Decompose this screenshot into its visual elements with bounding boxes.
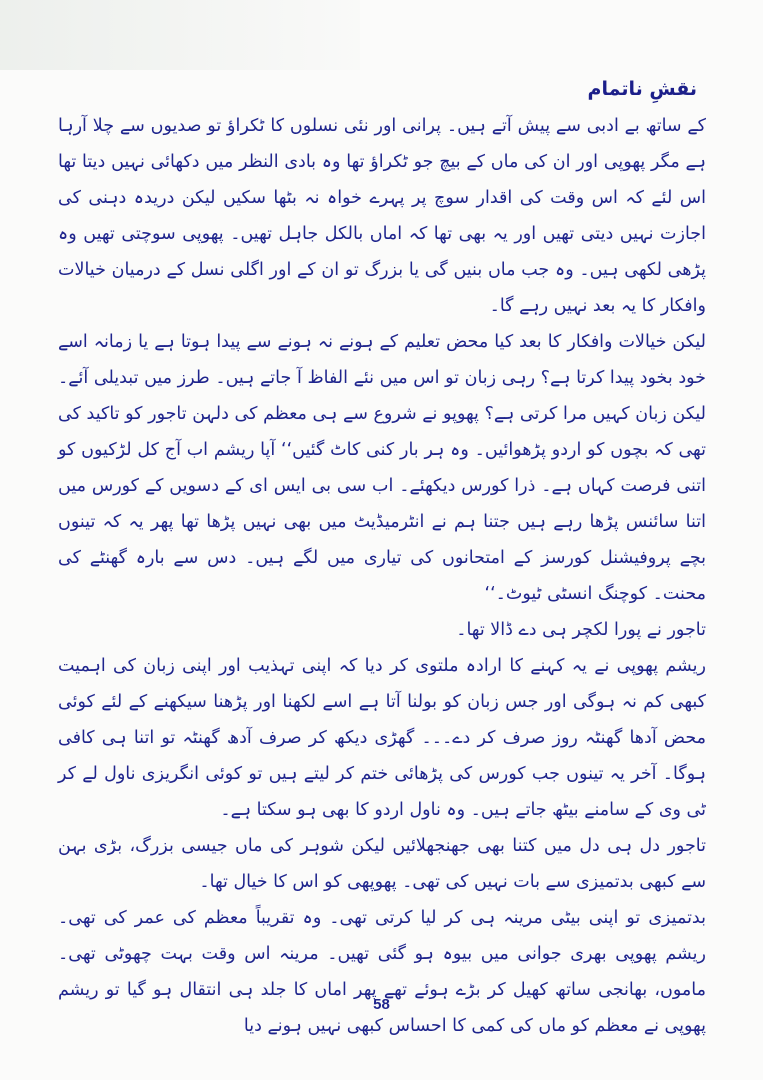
paragraph-4: ریشم پھوپی نے یہ کہنے کا ارادہ ملتوی کر دیا کہ اپنی تہذیب اور اپنی زبان کی اہمیت کبھی کم نہ ہوگی اور جس زبان کو بولنا آتا ہے اسے لکھنا اور پڑھنا سیکھنے کے لئے کوئی محض آدھا گھنٹہ روز صرف کر دے۔۔۔ گھڑی دیکھ کر صرف آدھ گھنٹہ تو اتنا ہی کافی ہوگا۔ آخر یہ تینوں جب کورس کی پڑھائی ختم کر لیتے ہیں تو کوئی انگریزی ناول لے کر ٹی وی کے سامنے بیٹھ جاتے ہیں۔ وہ ناول اردو کا بھی ہو سکتا ہے۔ (58, 656, 706, 820)
paragraph-5: تاجور دل ہی دل میں کتنا بھی جھنجھلائیں لیکن شوہر کی ماں جیسی بزرگ، بڑی بہن سے کبھی بدتمیزی سے بات نہیں کی تھی۔ پھوپھی کو اس کا خیال تھا۔ (58, 836, 706, 892)
running-header-title: نقشِ ناتمام (587, 78, 697, 100)
paragraph-6: بدتمیزی تو اپنی بیٹی مرینہ ہی کر لیا کرتی تھی۔ وہ تقریباً معظم کی عمر کی تھی۔ ریشم پھوپی بھری جوانی میں بیوہ ہو گئی تھیں۔ مرینہ اس وقت بہت چھوٹی تھی۔ ماموں، بھانجی ساتھ کھیل کر بڑے ہوئے تھے پھر اماں کا جلد ہی انتقال ہو گیا تو ریشم پھوپی نے معظم کو ماں کی کمی کا احساس کبھی نہیں ہونے دیا (58, 908, 706, 1036)
paragraph-3: تاجور نے پورا لکچر ہی دے ڈالا تھا۔ (456, 620, 706, 640)
page-number: 58 (373, 996, 390, 1013)
scan-smudge (0, 0, 360, 70)
paragraph-2: لیکن خیالات وافکار کا بعد کیا محض تعلیم کے ہونے نہ ہونے سے پیدا ہوتا ہے یا زمانہ اسے خود بخود پیدا کرتا ہے؟ رہی زبان تو اس میں نئے الفاظ آ جاتے ہیں۔ طرز میں تبدیلی آئے۔ لیکن زبان کہیں مرا کرتی ہے؟ پھوپو نے شروع سے ہی معظم کی دلہن تاجور کو تاکید کی تھی کہ بچوں کو اردو پڑھوائیں۔ وہ ہر بار کنی کاٹ گئیں‘‘ آپا ریشم اب آج کل لڑکیوں کو اتنی فرصت کہاں ہے۔ ذرا کورس دیکھئے۔ اب سی بی ایس ای کے دسویں کے کورس میں اتنا سائنس پڑھا رہے ہیں جتنا ہم نے انٹرمیڈیٹ میں بھی نہیں پڑھا تھا پھر یہ کہ تینوں بچے پروفیشنل کورسز کے امتحانوں کی تیاری میں لگے ہیں۔ دس سے بارہ گھنٹے کی محنت۔ کوچنگ انسٹی ٹیوٹ۔‘‘ (58, 332, 706, 604)
body-text (58, 108, 706, 1044)
paragraph-1: کے ساتھ بے ادبی سے پیش آتے ہیں۔ پرانی اور نئی نسلوں کا ٹکراؤ تو صدیوں سے چلا آرہا ہے مگر پھوپی اور ان کی ماں کے بیچ جو ٹکراؤ تھا وہ بادی النظر میں دکھائی نہیں دیتا تھا اس لئے کہ اس وقت کی اقدار سوچ پر پہرے خواہ نہ بٹھا سکیں لیکن دریدہ دہنی کی اجازت نہیں دیتی تھیں اور یہ بھی تھا کہ اماں بالکل جاہل تھیں۔ پھوپی سوچتی تھیں وہ پڑھی لکھی ہیں۔ وہ جب ماں بنیں گی یا بزرگ تو ان کے اور اگلی نسل کے درمیان خیالات وافکار کا یہ بعد نہیں رہے گا۔ (58, 116, 706, 316)
